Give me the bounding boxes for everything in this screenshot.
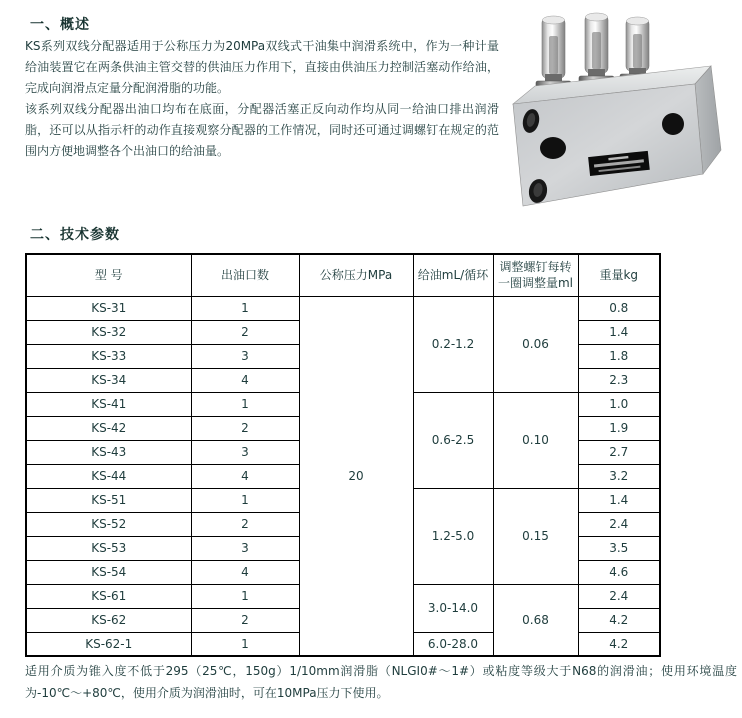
model-cell: KS-41: [26, 392, 191, 416]
model-cell: KS-62-1: [26, 632, 191, 656]
model-cell: KS-44: [26, 464, 191, 488]
supply-cell: 3.0-14.0: [413, 584, 493, 632]
outlets-cell: 4: [191, 368, 299, 392]
outlets-cell: 2: [191, 608, 299, 632]
supply-cell: 0.6-2.5: [413, 392, 493, 488]
outlets-cell: 1: [191, 632, 299, 656]
model-cell: KS-31: [26, 296, 191, 320]
weight-cell: 4.6: [578, 560, 660, 584]
pressure-cell: 20: [299, 296, 413, 656]
weight-cell: 0.8: [578, 296, 660, 320]
supply-cell: 1.2-5.0: [413, 488, 493, 584]
weight-cell: 1.4: [578, 320, 660, 344]
model-cell: KS-54: [26, 560, 191, 584]
spec-col-header-1: 出油口数: [191, 254, 299, 296]
outlets-cell: 1: [191, 392, 299, 416]
weight-cell: 2.4: [578, 512, 660, 536]
model-cell: KS-32: [26, 320, 191, 344]
outlets-cell: 2: [191, 416, 299, 440]
overview-paragraph-2: 该系列双线分配器出油口均布在底面，分配器活塞正反向动作均从同一给油口排出润滑脂，还可以从指示杆的动作直接观察分配器的工作情况，同时还可通过调螺钉在规定的范围内方便地调整各个出油口的给油量。: [25, 102, 499, 158]
adjust-cell: 0.15: [493, 488, 578, 584]
weight-cell: 1.0: [578, 392, 660, 416]
weight-cell: 2.3: [578, 368, 660, 392]
adjust-cell: 0.68: [493, 584, 578, 656]
model-cell: KS-33: [26, 344, 191, 368]
usage-note: 适用介质为锥入度不低于295（25℃，150g）1/10mm润滑脂（NLGI0#～1#）或粘度等级大于N68的润滑油；使用环境温度为-10℃～+80℃，使用介质为润滑油时，可在10MPa压力下使用。: [25, 664, 737, 700]
weight-cell: 1.9: [578, 416, 660, 440]
product-photo: [505, 8, 740, 210]
outlets-cell: 2: [191, 512, 299, 536]
model-cell: KS-34: [26, 368, 191, 392]
outlets-cell: 1: [191, 488, 299, 512]
model-cell: KS-42: [26, 416, 191, 440]
model-cell: KS-53: [26, 536, 191, 560]
adjust-cell: 0.06: [493, 296, 578, 392]
outlets-cell: 1: [191, 584, 299, 608]
spec-table-head: [26, 254, 660, 296]
supply-cell: 0.2-1.2: [413, 296, 493, 392]
outlets-cell: 2: [191, 320, 299, 344]
model-cell: KS-52: [26, 512, 191, 536]
spec-col-header-0: 型 号: [26, 254, 191, 296]
overview-heading: 一、概述: [30, 17, 90, 33]
overview-paragraph-1: KS系列双线分配器适用于公称压力为20MPa双线式干油集中润滑系统中，作为一种计量给油装置它在两条供油主管交替的供油压力作用下，直接由供油压力控制活塞动作给油，完成向润滑点定量分配润滑脂的功能。: [25, 39, 499, 95]
weight-cell: 3.5: [578, 536, 660, 560]
weight-cell: 4.2: [578, 632, 660, 656]
outlets-cell: 3: [191, 344, 299, 368]
model-cell: KS-43: [26, 440, 191, 464]
spec-table-body: [26, 296, 660, 656]
spec-row-KS-31: [26, 296, 660, 320]
outlets-cell: 3: [191, 440, 299, 464]
distributor-photo-illustration: [505, 8, 740, 210]
weight-cell: 2.7: [578, 440, 660, 464]
adjust-cell: 0.10: [493, 392, 578, 488]
weight-cell: 3.2: [578, 464, 660, 488]
outlets-cell: 1: [191, 296, 299, 320]
outlets-cell: 3: [191, 536, 299, 560]
model-cell: KS-61: [26, 584, 191, 608]
weight-cell: 4.2: [578, 608, 660, 632]
model-cell: KS-51: [26, 488, 191, 512]
spec-header-row: [26, 254, 660, 296]
distributor-block: [513, 66, 721, 206]
outlets-cell: 4: [191, 560, 299, 584]
tech-params-heading: 二、技术参数: [30, 227, 120, 243]
overview-text: [25, 36, 499, 162]
spec-col-header-2: 公称压力MPa: [299, 254, 413, 296]
weight-cell: 2.4: [578, 584, 660, 608]
supply-cell: 6.0-28.0: [413, 632, 493, 656]
outlets-cell: 4: [191, 464, 299, 488]
model-cell: KS-62: [26, 608, 191, 632]
spec-table: [25, 253, 661, 657]
spec-col-header-4: 调整螺钉每转一圈调整量ml: [493, 254, 578, 296]
weight-cell: 1.8: [578, 344, 660, 368]
spec-col-header-3: 给油mL/循环: [413, 254, 493, 296]
spec-col-header-5: 重量kg: [578, 254, 660, 296]
weight-cell: 1.4: [578, 488, 660, 512]
